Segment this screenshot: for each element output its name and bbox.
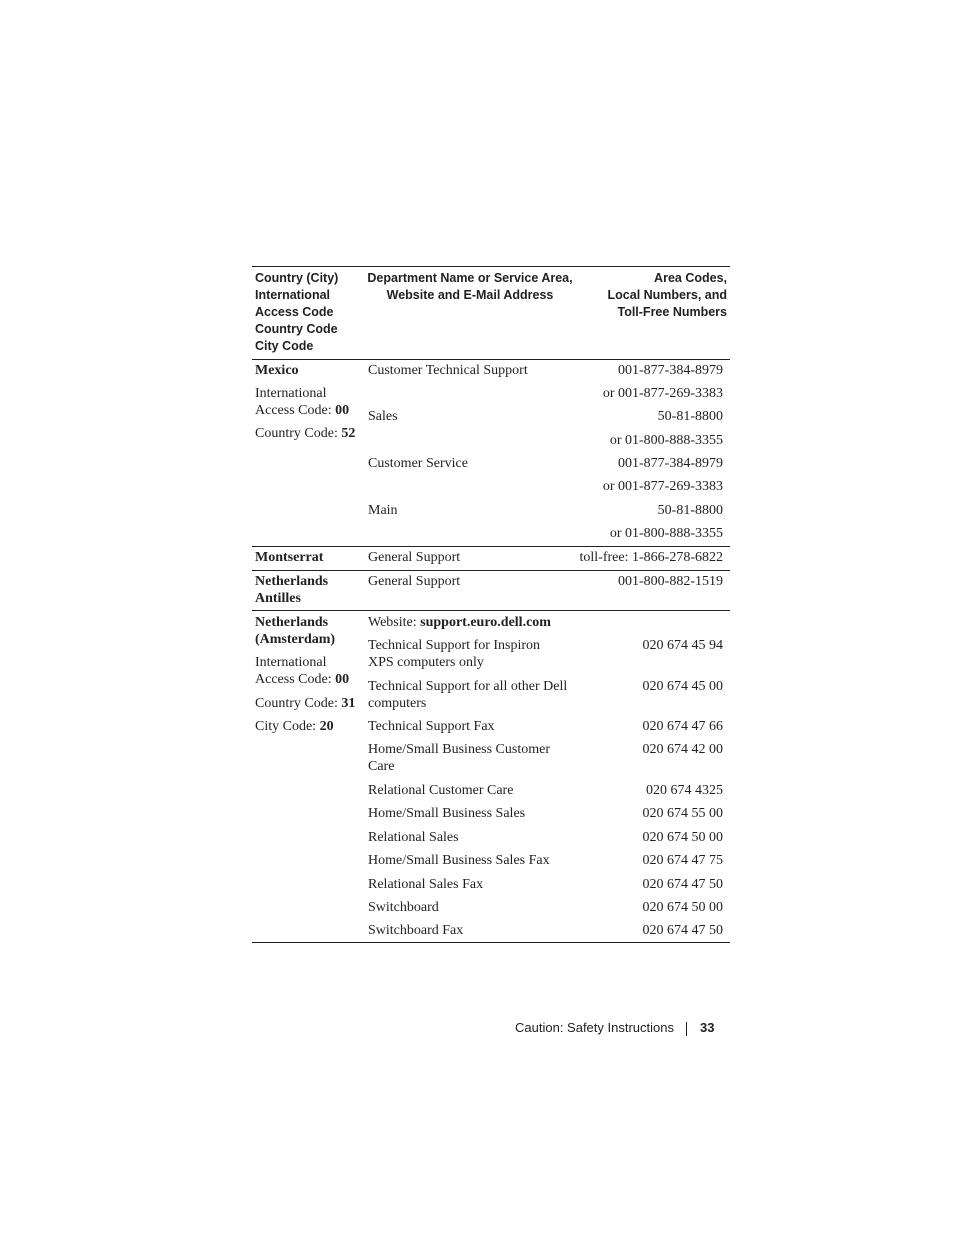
phone-number: or 001-877-269-3383 [602, 479, 723, 494]
phone-number: 020 674 42 00 [642, 742, 723, 757]
label: International Access Code: [255, 655, 336, 687]
value: 31 [341, 696, 356, 711]
website [368, 614, 608, 631]
phone-number: 020 674 4325 [646, 783, 723, 798]
phone-number: or 01-800-888-3355 [609, 526, 723, 541]
header-text: Access Code [255, 305, 334, 319]
country-group-netherlands [252, 611, 730, 943]
header-numbers-column [567, 270, 727, 321]
value: 00 [335, 672, 350, 687]
table-header [252, 266, 730, 360]
department: General Support [368, 574, 461, 589]
label: City Code: [255, 719, 320, 734]
value: 52 [341, 426, 356, 441]
label: Website: [368, 615, 421, 630]
header-text: International [255, 288, 331, 302]
department: General Support [368, 550, 461, 565]
phone-number: 001-800-882-1519 [618, 574, 723, 589]
department: Technical Support for all other Dell computers [368, 679, 568, 711]
phone-number: 001-877-384-8979 [618, 363, 723, 378]
contact-table [252, 266, 730, 943]
phone-number: 020 674 55 00 [642, 806, 723, 821]
department: Customer Technical Support [368, 363, 528, 378]
phone-number: 50-81-8800 [657, 409, 723, 424]
country-group-montserrat [252, 547, 730, 571]
footer-title: Caution: Safety Instructions [515, 1020, 674, 1035]
label: International Access Code: [255, 386, 336, 418]
header-text: Local Numbers, and [607, 288, 727, 302]
department: Switchboard [368, 900, 439, 915]
country-group-mexico [252, 360, 730, 547]
department: Sales [368, 409, 398, 424]
department: Technical Support Fax [368, 719, 495, 734]
phone-number: 020 674 45 00 [642, 679, 723, 694]
header-text: Country (City) [255, 271, 339, 285]
phone-number: toll-free: 1-866-278-6822 [579, 550, 723, 565]
department: Customer Service [368, 456, 468, 471]
header-department-column [365, 270, 575, 304]
header-text: Country Code [255, 322, 338, 336]
header-text: Area Codes, [654, 271, 727, 285]
phone-number: or 01-800-888-3355 [609, 433, 723, 448]
header-text: Department Name or Service Area, [367, 271, 573, 285]
footer-separator [686, 1022, 687, 1036]
phone-number: 50-81-8800 [657, 503, 723, 518]
international-access-code [255, 654, 365, 688]
phone-number: 020 674 50 00 [642, 830, 723, 845]
department: Home/Small Business Sales [368, 806, 526, 821]
department: Relational Sales Fax [368, 877, 484, 892]
phone-number: 020 674 47 50 [642, 923, 723, 938]
header-text: Website and E-Mail Address [386, 288, 554, 302]
phone-number: 020 674 50 00 [642, 900, 723, 915]
website-link[interactable]: support.euro.dell.com [420, 615, 551, 630]
country-group-netherlands-antilles [252, 571, 730, 611]
department: Home/Small Business Customer Care [368, 742, 550, 774]
department: Switchboard Fax [368, 923, 464, 938]
label: Country Code: [255, 696, 342, 711]
header-text: Toll-Free Numbers [617, 305, 727, 319]
department: Technical Support for Inspiron XPS computers only [368, 638, 541, 670]
country-name: Netherlands (Amsterdam) [255, 615, 336, 647]
value: 20 [319, 719, 334, 734]
phone-number: 020 674 45 94 [642, 638, 723, 653]
country-code [255, 695, 355, 712]
page-number: 33 [700, 1020, 715, 1035]
label: Country Code: [255, 426, 342, 441]
country-name: Mexico [255, 363, 299, 378]
country-name: Montserrat [255, 550, 324, 565]
department: Home/Small Business Sales Fax [368, 853, 550, 868]
value: 00 [335, 403, 350, 418]
country-name: Netherlands Antilles [255, 574, 329, 606]
department: Relational Customer Care [368, 783, 514, 798]
phone-number: 020 674 47 75 [642, 853, 723, 868]
department: Main [368, 503, 398, 518]
header-country-column [255, 270, 365, 355]
phone-number: 020 674 47 66 [642, 719, 723, 734]
country-code [255, 425, 355, 442]
phone-number: 001-877-384-8979 [618, 456, 723, 471]
international-access-code [255, 385, 365, 419]
phone-number: or 001-877-269-3383 [602, 386, 723, 401]
city-code [255, 718, 334, 735]
page-footer [0, 1020, 954, 1040]
department: Relational Sales [368, 830, 459, 845]
phone-number: 020 674 47 50 [642, 877, 723, 892]
header-text: City Code [255, 339, 314, 353]
